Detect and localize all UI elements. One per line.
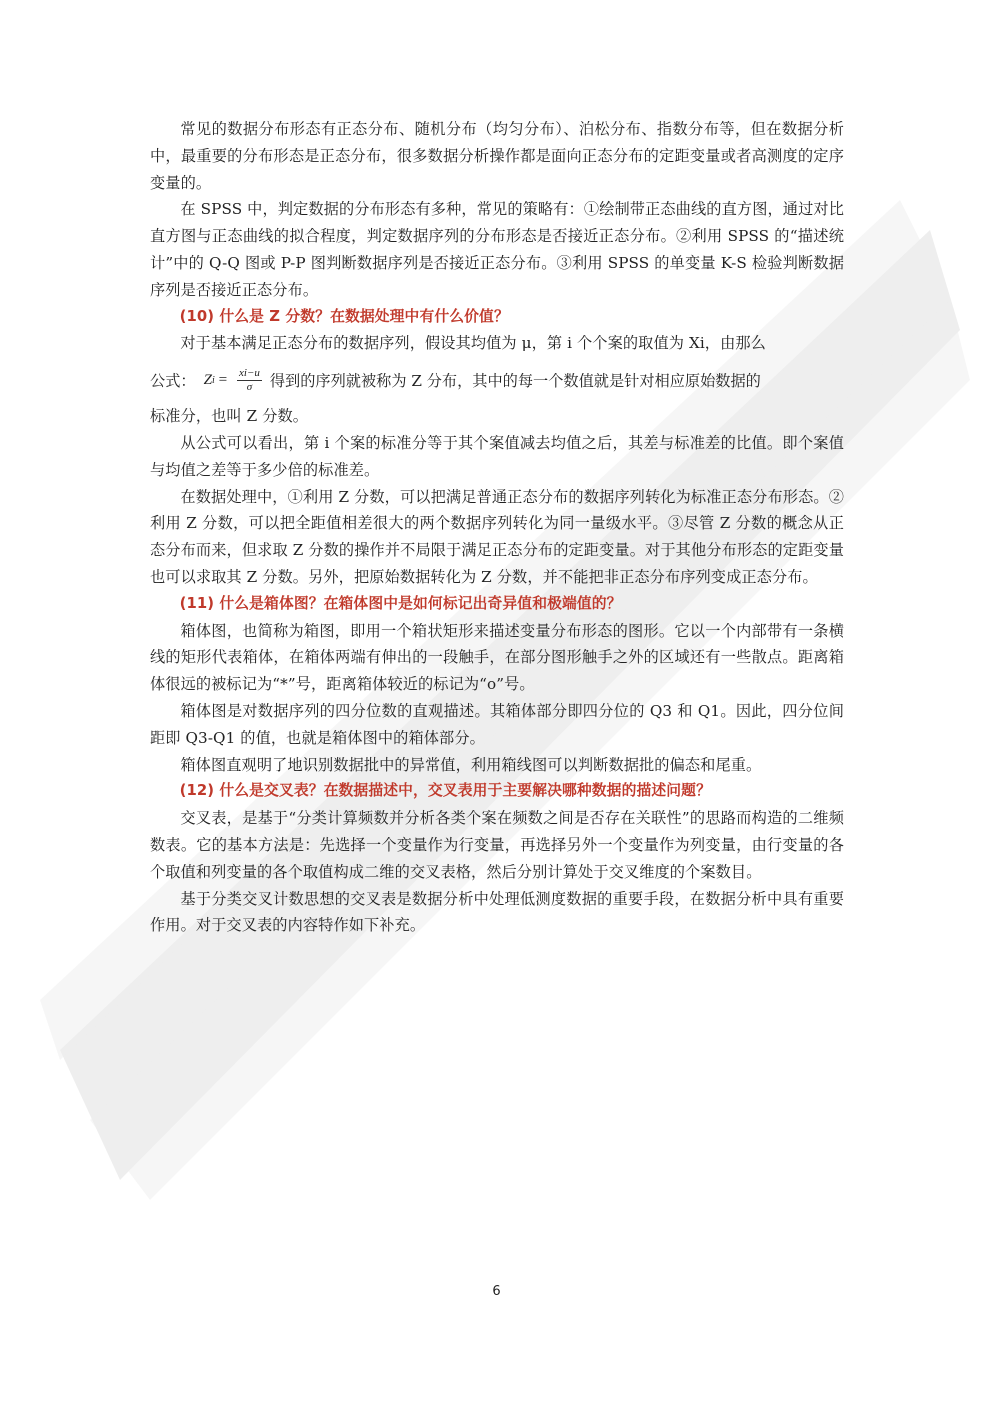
paragraph-boxplot-desc: 箱体图，也简称为箱图，即用一个箱状矩形来描述变量分布形态的图形。它以一个内部带有一条横线的矩形代表箱体，在箱体两端有伸出的一段触手，在部分图形触手之外的区域还有一些散点。距离箱体很远的被标记为“*”号，距离箱体较近的标记为“o”号。: [150, 621, 844, 694]
formula-fraction: [237, 367, 262, 394]
heading-crosstab: (12) 什么是交叉表？在数据描述中，交叉表用于主要解决哪种数据的描述问题？: [179, 782, 711, 800]
paragraph-boxplot-outliers: 箱体图直观明了地识别数据批中的异常值，利用箱线图可以判断数据批的偏态和尾重。: [180, 755, 762, 774]
formula-denominator: σ: [246, 380, 253, 393]
formula-sub: i: [212, 374, 215, 386]
heading-boxplot: (11) 什么是箱体图？在箱体图中是如何标记出奇异值和极端值的？: [179, 594, 622, 612]
formula-prefix: 公式：: [150, 371, 196, 390]
formula-numerator: xi−u: [238, 366, 260, 379]
paragraph-spss-strategies: 在 SPSS 中，判定数据的分布形态有多种，常见的策略有：①绘制带正态曲线的直方图，通过对比直方图与正态曲线的拟合程度，判定数据序列的分布形态是否接近正态分布。②利用 SPSS 的“描述统计”中的 Q-Q 图或 P-P 图判断数据序列是否接近正态分布。③利用 SPSS 的单变量 K-S 检验判断数据序列是否接近正态分布。: [150, 200, 844, 299]
formula-line: [150, 357, 844, 403]
paragraph-boxplot-quartiles: 箱体图是对数据序列的四分位数的直观描述。其箱体部分即四分位的 Q3 和 Q1。因此，四分位间距即 Q3-Q1 的值，也就是箱体图中的箱体部分。: [150, 701, 844, 747]
paragraph-standard-score: 标准分，也叫 Z 分数。: [150, 407, 309, 426]
heading-z-score: (10) 什么是 Z 分数？在数据处理中有什么价值？: [179, 307, 509, 325]
page-number: 6: [492, 1284, 501, 1299]
formula-suffix: 得到的序列就被称为 Z 分布，其中的每一个数值就是针对相应原始数据的: [269, 371, 761, 390]
formula-eq: =: [214, 371, 231, 389]
paragraph-crosstab-desc: 交叉表，是基于“分类计算频数并分析各类个案在频数之间是否存在关联性”的思路而构造的二维频数表。它的基本方法是：先选择一个变量作为行变量，再选择另外一个变量作为列变量，由行变量的各个取值和列变量的各个取值构成二维的交叉表格，然后分别计算处于交叉维度的个案数目。: [150, 809, 844, 881]
paragraph-z-uses: 在数据处理中，①利用 Z 分数，可以把满足普通正态分布的数据序列转化为标准正态分布形态。②利用 Z 分数，可以把全距值相差很大的两个数据序列转化为同一量级水平。③尽管 Z 分数的概念从正态分布而来，但求取 Z 分数的操作并不局限于满足正态分布的定距变量。对于其他分布形态的定距变量也可以求取其 Z 分数。另外，把原始数据转化为 Z 分数，并不能把非正态分布序列变成正态分布。: [150, 487, 844, 586]
paragraph-z-intro: 对于基本满足正态分布的数据序列，假设其均值为 μ，第 i 个个案的取值为 Xi，由那么: [180, 334, 766, 353]
paragraph-distribution-types: 常见的数据分布形态有正态分布、随机分布（均匀分布）、泊松分布、指数分布等，但在数据分析中，最重要的分布形态是正态分布，很多数据分析操作都是面向正态分布的定距变量或者高测度的定序变量的。: [150, 120, 844, 192]
z-formula: [204, 367, 262, 394]
formula-lhs: Z: [203, 371, 213, 389]
document-page: [150, 116, 844, 939]
paragraph-crosstab-role: 基于分类交叉计数思想的交叉表是数据分析中处理低测度数据的重要手段，在数据分析中具有重要作用。对于交叉表的内容特作如下补充。: [150, 889, 844, 935]
paragraph-formula-meaning: 从公式可以看出，第 i 个案的标准分等于其个案值减去均值之后，其差与标准差的比值。即个案值与均值之差等于多少倍的标准差。: [150, 433, 844, 479]
